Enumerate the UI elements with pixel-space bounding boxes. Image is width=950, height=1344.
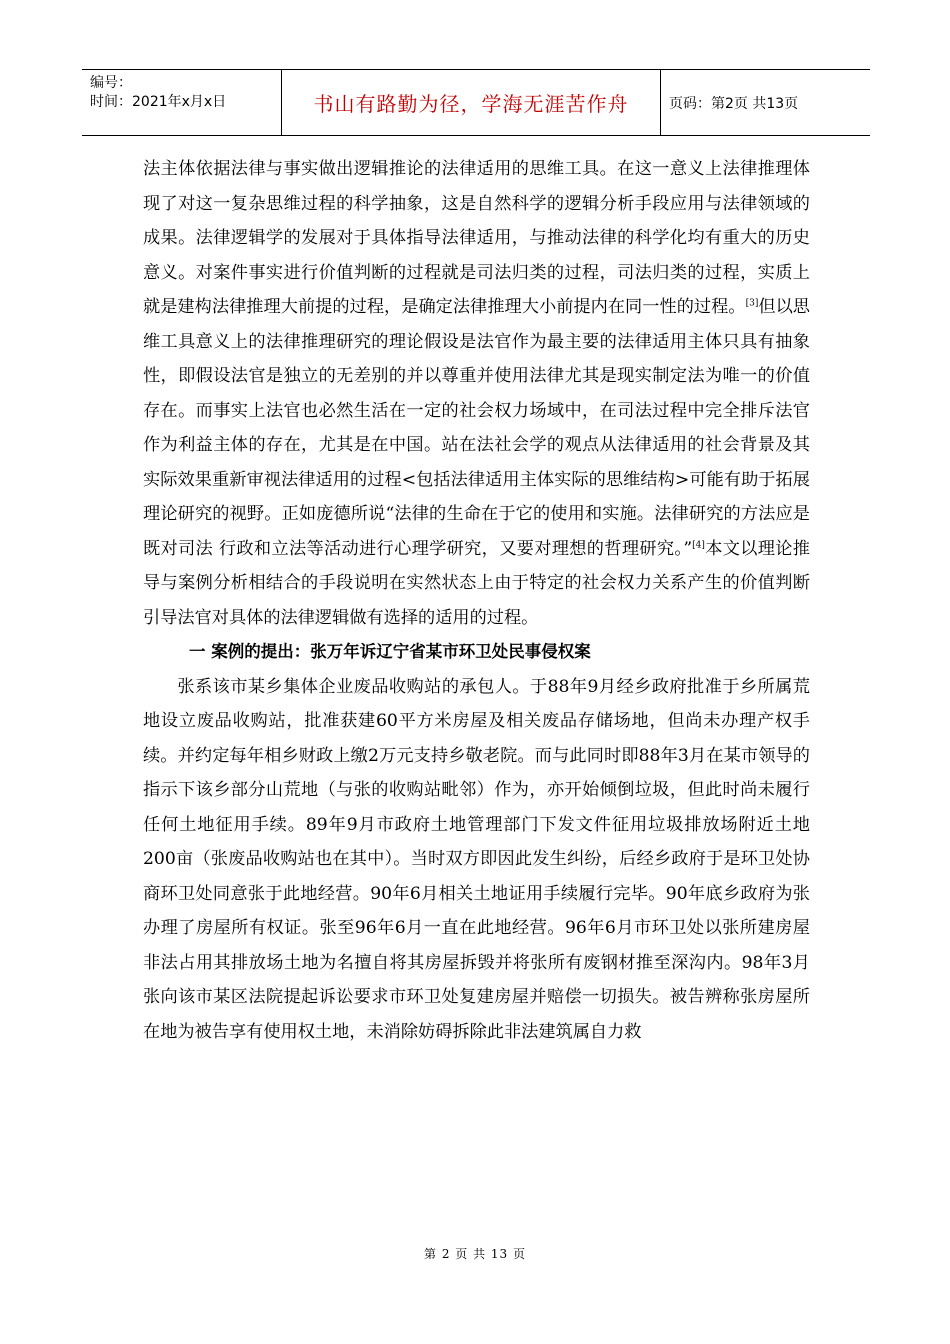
section-heading: 一 案例的提出：张万年诉辽宁省某市环卫处民事侵权案 [189,642,591,661]
paragraph-1-text-c: 本文以理论推导与案例分析相结合的手段说明在实然状态上由于特定的社会权力关系产生的价值判断引导法官对具体的法律逻辑做有选择的适用的过程。 [143,538,810,628]
header-page-label: 页码：第2页 共13页 [669,95,799,112]
citation-ref-3: [3] [745,298,759,309]
citation-ref-4: [4] [692,539,705,550]
header-time-label: 时间：2021年x月x日 [90,94,227,110]
header-meta [82,70,282,135]
paragraph-1 [143,152,810,635]
document-body [143,152,810,1049]
page-header [82,69,870,136]
paragraph-1-text-a: 法主体依据法律与事实做出逻辑推论的法律适用的思维工具。在这一意义上法律推理体现了对这一复杂思维过程的科学抽象，这是自然科学的逻辑分析手段应用与法律领域的成果。法律逻辑学的发展对于具体指导法律适用，与推动法律的科学化均有重大的历史意义。对案件事实进行价值判断的过程就是司法归类的过程，司法归类的过程，实质上就是建构法律推理大前提的过程，是确定法律推理大小前提内在同一性的过程。 [143,159,810,317]
header-number-label: 编号： [90,75,132,91]
page-footer: 第 2 页 共 13 页 [424,1247,526,1261]
header-motto: 书山有路勤为径，学海无涯苦作舟 [282,70,661,135]
paragraph-2: 张系该市某乡集体企业废品收购站的承包人。于88年9月经乡政府批准于乡所属荒地设立废品收购站，批准获建60平方米房屋及相关废品存储场地，但尚未办理产权手续。并约定每年相乡财政上缴2万元支持乡敬老院。而与此同时即88年3月在某市领导的指示下该乡部分山荒地（与张的收购站毗邻）作为，亦开始倾倒垃圾，但此时尚未履行任何土地征用手续。89年9月市政府土地管理部门下发文件征用垃圾排放场附近土地200亩（张废品收购站也在其中）。当时双方即因此发生纠纷，后经乡政府于是环卫处协商环卫处同意张于此地经营。90年6月相关土地证用手续履行完毕。90年底乡政府为张办理了房屋所有权证。张至96年6月一直在此地经营。96年6月市环卫处以张所建房屋非法占用其排放场土地为名擅自将其房屋拆毁并将张所有废钢材推至深沟内。98年3月张向该市某区法院提起诉讼要求市环卫处复建房屋并赔偿一切损失。被告辨称张房屋所在地为被告享有使用权土地，未消除妨碍拆除此非法建筑属自力救 [143,676,810,1042]
paragraph-1-text-b: 但以思维工具意义上的法律推理研究的理论假设是法官作为最主要的法律适用主体只具有抽象性，即假设法官是独立的无差别的并以尊重并使用法律尤其是现实制定法为唯一的价值存在。而事实上法官也必然生活在一定的社会权力场域中，在司法过程中完全排斥法官作为利益主体的存在，尤其是在中国。站在法社会学的观点从法律适用的社会背景及其实际效果重新审视法律适用的过程<包括法律适用主体实际的思维结构>可能有助于拓展理论研究的视野。正如庞德所说“法律的生命在于它的使用和实施。法律研究的方法应是既对司法 行政和立法等活动进行心理学研究，又要对理想的哲理研究。” [143,297,810,559]
